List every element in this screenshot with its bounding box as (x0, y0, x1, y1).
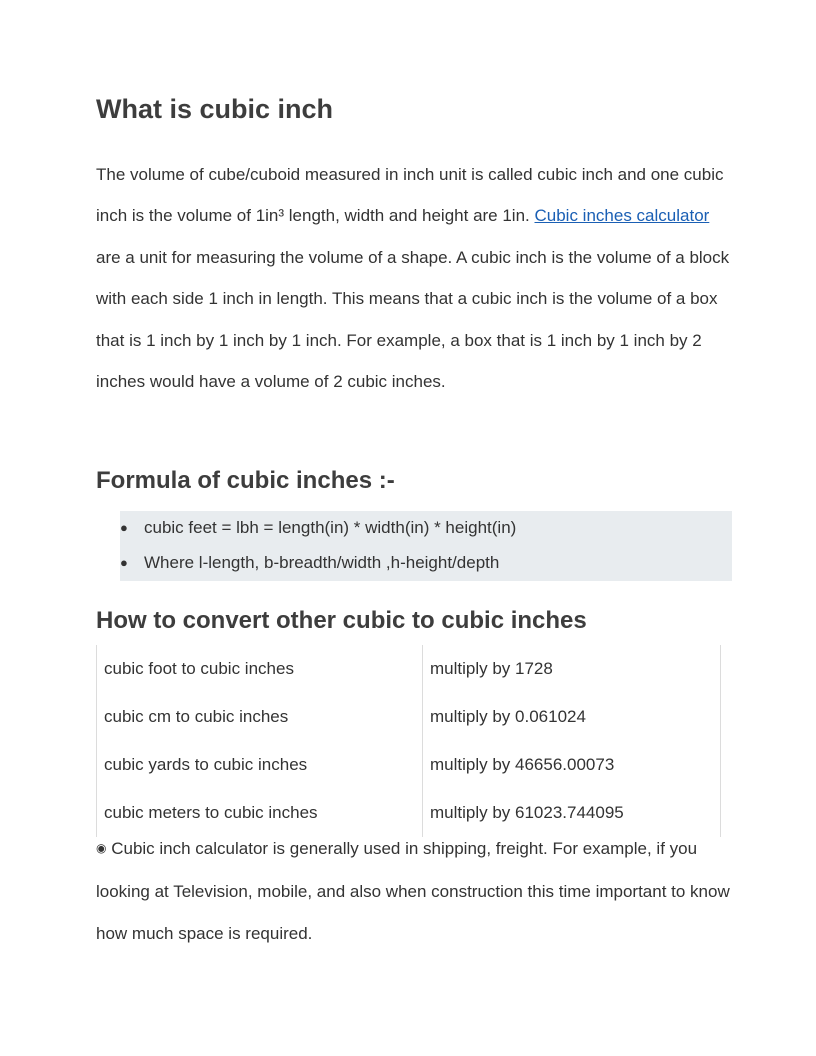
usage-note-paragraph (96, 828, 736, 954)
intro-text-end: are a unit for measuring the volume of a shape. A cubic inch is the volume of a block with each side 1 inch in length. This means that a cubic inch is the volume of a box that is 1 inch by 1 inch by 1 inch. For example, a box that is 1 inch by 1 inch by 2 inches would have a volume of 2 cubic inches. (96, 247, 730, 392)
conversion-factor-cell: multiply by 1728 (423, 645, 721, 693)
cubic-inches-calculator-link[interactable]: Cubic inches calculator (534, 206, 710, 226)
table-row (97, 741, 721, 789)
list-item (120, 546, 732, 581)
conversion-from-cell: cubic meters to cubic inches (97, 789, 423, 837)
bullet-dot-icon: ● (120, 555, 128, 570)
page-title: What is cubic inch (96, 94, 334, 124)
usage-note-text: Cubic inch calculator is generally used in shipping, freight. For example, if you looking at Television, mobile, and also when construction this time important to know how much space is required. (96, 839, 730, 943)
conversion-from-cell: cubic yards to cubic inches (97, 741, 423, 789)
conversion-heading: How to convert other cubic to cubic inches (96, 607, 587, 634)
conversion-factor-cell: multiply by 46656.00073 (423, 741, 721, 789)
conversion-from-cell: cubic foot to cubic inches (97, 645, 423, 693)
intro-text-start: The volume of cube/cuboid measured in inch unit is called cubic inch and one cubic inch is the volume of 1in³ length, width and height are 1in. (96, 165, 724, 226)
radio-bullet-icon: ◉ (96, 841, 107, 855)
table-row (97, 645, 721, 693)
formula-bullet-text: cubic feet = lbh = length(in) * width(in) * height(in) (144, 518, 517, 537)
conversion-factor-cell: multiply by 61023.744095 (423, 789, 721, 837)
formula-list (120, 511, 732, 581)
conversion-from-cell: cubic cm to cubic inches (97, 693, 423, 741)
formula-bullet-text: Where l-length, b-breadth/width ,h-height/depth (144, 553, 500, 572)
intro-paragraph (96, 154, 736, 402)
bullet-dot-icon: ● (120, 520, 128, 535)
conversion-table (96, 645, 721, 837)
conversion-factor-cell: multiply by 0.061024 (423, 693, 721, 741)
list-item (120, 511, 732, 546)
formula-heading: Formula of cubic inches :- (96, 467, 395, 494)
table-row (97, 693, 721, 741)
